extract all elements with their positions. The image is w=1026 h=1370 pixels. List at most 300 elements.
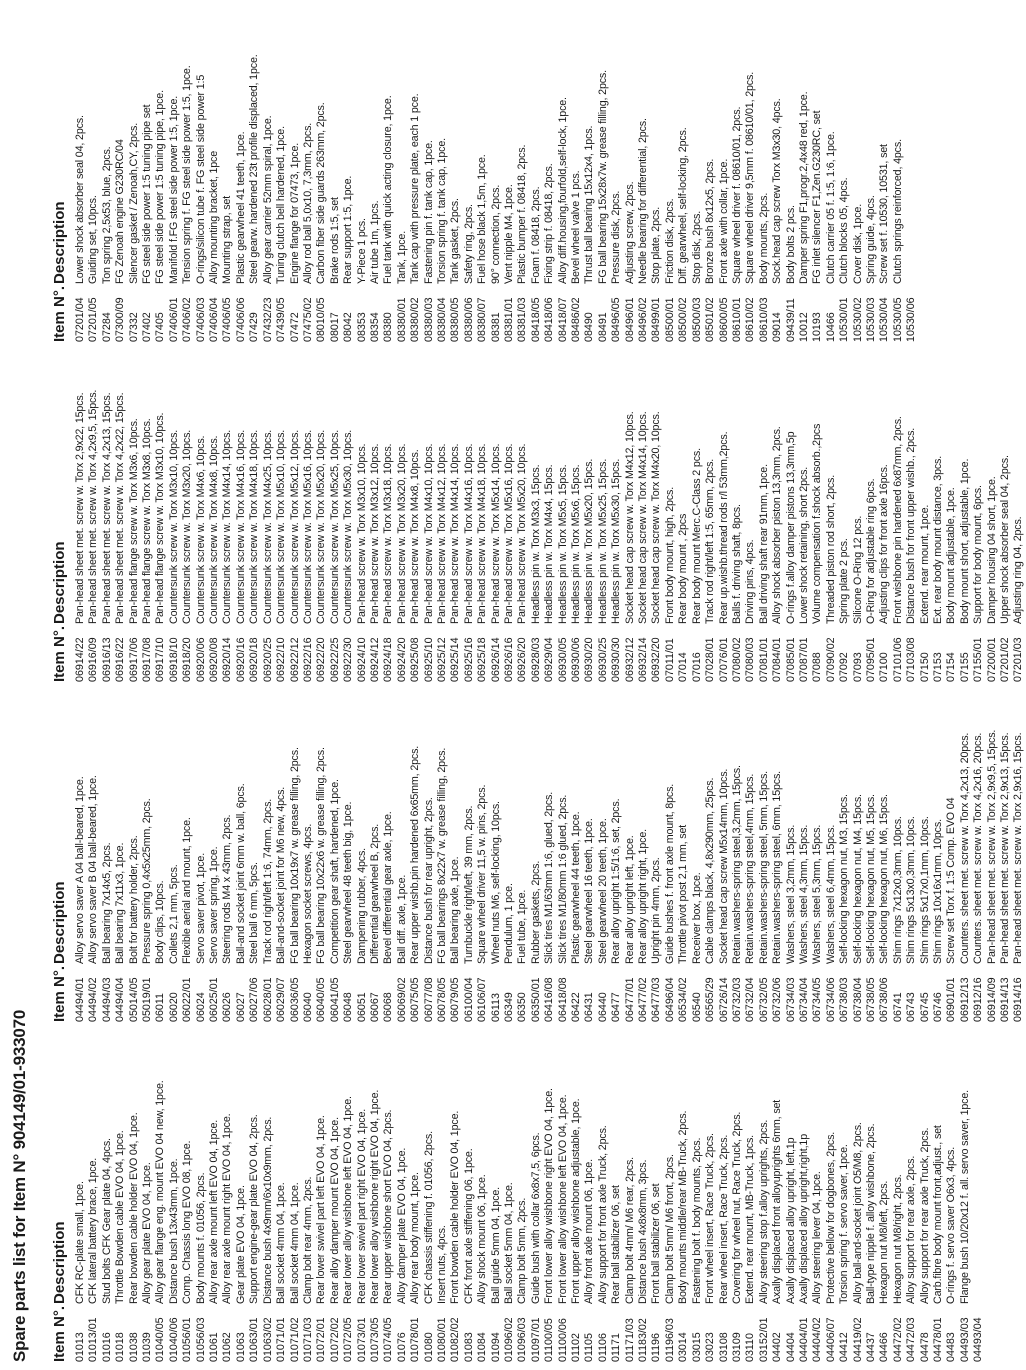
part-row <box>731 690 744 1022</box>
item-description: Pan-head screw w. Torx M4x14, 10pcs. <box>449 443 462 624</box>
part-row <box>597 10 610 342</box>
part-row <box>87 690 100 1022</box>
item-description: Body mounts middle/rear MB-Truck, 2pcs. <box>677 1110 690 1304</box>
part-row <box>154 1030 167 1362</box>
item-description: Retain.washers-spring steel,4mm, 15pcs. <box>744 773 757 964</box>
item-number: 01071/02 <box>288 1317 301 1362</box>
part-row <box>423 350 436 682</box>
part-row <box>382 10 395 342</box>
item-description: Rear bowden cable holder EVO 04, 1pce. <box>127 1112 140 1304</box>
item-number: 01106 <box>596 1333 609 1362</box>
item-number: 06036/05 <box>288 977 301 1022</box>
part-row <box>570 350 583 682</box>
item-number: 08380 <box>382 312 395 342</box>
item-number: 06743 <box>905 992 918 1022</box>
item-number: 07475/02 <box>301 297 314 342</box>
part-row <box>74 10 87 342</box>
item-number: 01100/06 <box>556 1318 569 1362</box>
item-description: Retain.washers-spring steel, 5mm, 15pcs. <box>757 771 770 964</box>
item-description: Ball-and-socket joint for M6 new, 4pcs. <box>275 786 288 964</box>
item-number: 01013 <box>74 1332 86 1362</box>
part-row <box>798 350 811 682</box>
item-description: Steel gearwheel 20 teeth, 1pce. <box>596 818 609 964</box>
item-number: 01072/01 <box>315 1317 328 1362</box>
item-description: Alloy rear body mount, 1pce. <box>409 1172 422 1304</box>
item-description: Rear lower swivel part right EVO 04, 1pce. <box>355 1108 368 1304</box>
item-description: Washers, steel 3,2mm, 15pcs. <box>784 824 797 964</box>
part-row <box>221 690 234 1022</box>
part-row <box>892 10 905 342</box>
item-number: 07092 <box>838 652 851 682</box>
part-row <box>731 1030 744 1362</box>
item-number: 06350 <box>516 992 529 1022</box>
part-row <box>731 350 744 682</box>
item-description: FG ball bearing 10x22x6 w. grease filling, 2pcs. <box>315 747 328 964</box>
part-row <box>409 1030 422 1362</box>
item-description: Headless pin w. Torx M5x25, 15pcs. <box>596 458 609 624</box>
item-number: 01080 <box>422 1332 435 1362</box>
item-number: 07200/01 <box>985 637 998 682</box>
item-number: 06418/08 <box>556 977 569 1022</box>
part-row <box>785 350 798 682</box>
item-description: Ball bearing 7x11x3, 1pce. <box>114 842 127 964</box>
item-number: 06069/02 <box>395 977 408 1022</box>
item-description: Rear lower alloy wishbone left EVO 04, 1pce. <box>342 1096 355 1304</box>
item-description: Countersunk screw w. Torx M4x14, 10pcs. <box>221 429 234 624</box>
item-number: 08010/05 <box>315 297 328 342</box>
item-description: Tank gasket, 2pcs. <box>449 198 462 284</box>
item-number: 06930/25 <box>596 637 609 682</box>
item-description: Clamp bolt 5mm/ M6 front, 2pcs. <box>663 1154 676 1304</box>
part-row <box>945 1030 958 1362</box>
item-description: Sock.head cap screw Torx M3x30, 4pcs. <box>771 98 784 284</box>
item-number: 06732/05 <box>757 977 770 1022</box>
part-row <box>865 10 878 342</box>
part-row <box>195 350 208 682</box>
part-row <box>181 1030 194 1362</box>
part-row <box>275 1030 288 1362</box>
item-number: 01105 <box>583 1333 596 1362</box>
item-description: Pendulum, 1 pce. <box>503 883 515 964</box>
item-number: 06075/05 <box>409 977 422 1022</box>
item-description: Upright pin 4mm, 2pcs. <box>650 857 663 964</box>
item-description: Body mounts f. 01056, 2pcs. <box>194 1172 207 1304</box>
item-description: Hexagon nut M8/left, 2pcs. <box>878 1180 891 1304</box>
item-description: Pan-head screw w. Torx M3x20, 10pcs. <box>395 443 408 624</box>
item-number: 01076 <box>395 1332 408 1362</box>
item-description: Servo saver spring, 1pce. <box>208 846 221 964</box>
item-description: Shim rings 5x13x0,3mm, 10pcs. <box>905 816 918 964</box>
part-row <box>423 690 436 1022</box>
item-description: Steel gearwheel 16 teeth, 1pce. <box>583 818 596 964</box>
part-row <box>302 1030 315 1362</box>
part-row <box>718 350 731 682</box>
item-description: Front ball stabilizer 06, set <box>650 1183 663 1304</box>
item-description: Front upper alloy wishbone adjustable, 1pce. <box>570 1098 583 1304</box>
part-row <box>87 10 100 342</box>
item-description: Self-locking hexagon nut, M3, 15pcs. <box>838 794 851 964</box>
column-header <box>38 1030 68 1362</box>
part-row <box>449 690 462 1022</box>
part-row <box>825 1030 838 1362</box>
item-description <box>972 1030 985 1304</box>
item-description: FG ball bearings 8x22x7 w. grease filling, 2pcs. <box>435 747 448 964</box>
item-description: Self-locking hexagon nut, M4, 15pcs. <box>851 794 864 964</box>
item-description: Rear body mount , 2pcs <box>677 513 690 624</box>
item-number: 06350/01 <box>529 977 542 1022</box>
item-number: 07406/05 <box>221 297 234 342</box>
item-number: 06917/08 <box>141 637 154 682</box>
item-description: Alloy rod ball 5,0x10, 7,3mm, 2pcs. <box>301 122 314 284</box>
item-description: Pan-head screw w. Torx M3x12, 10pcs. <box>368 443 381 624</box>
part-row <box>543 10 556 342</box>
item-description: Self-locking hexagon nut, M5, 15pcs. <box>864 794 877 964</box>
item-number: 09439/11 <box>784 298 797 342</box>
item-number: 06477/02 <box>637 977 650 1022</box>
item-description: Counters. sheet met. screw w. Torx 4,2x13, 20pcs. <box>958 732 971 964</box>
item-number: 06738/06 <box>878 977 891 1022</box>
item-number: 08500/02 <box>677 297 690 342</box>
item-description: Ball diff. axle, 1pce. <box>395 874 408 964</box>
item-description: Retain.washers-spring steel, 6mm, 15pcs. <box>771 771 784 964</box>
part-row <box>342 10 355 342</box>
item-description: Pressure disk, 2pcs. <box>610 190 623 284</box>
item-description: Alloy diff.housing,fourfold,self-lock, 1pce. <box>556 97 569 284</box>
item-number: 10012 <box>797 312 810 342</box>
item-number: 07080/02 <box>730 637 743 682</box>
part-row <box>168 1030 181 1362</box>
item-description: Guiding set, 10pcs. <box>87 195 100 284</box>
item-description: Carb.fibre body mount front,adjust., set <box>932 1125 944 1304</box>
item-number: 06920/14 <box>221 637 234 682</box>
parts-column <box>38 350 1026 682</box>
item-description: Dampening rubber, 4pcs. <box>355 848 368 964</box>
item-description: Volume compensation f.shock absorb.,2pcs <box>811 423 824 624</box>
item-description: FG steel side power 1:5 tuning pipe, 1pce. <box>154 90 167 284</box>
item-number: 06926/16 <box>503 637 515 682</box>
item-number: 07080/03 <box>744 637 757 682</box>
part-row <box>771 690 784 1022</box>
item-number: 07332 <box>127 312 140 342</box>
item-description: Rear alloy upright right, 1pce. <box>637 829 650 964</box>
item-description: Hexagon nut M8/right, 2pcs. <box>891 1174 904 1304</box>
part-row <box>650 10 663 342</box>
part-row <box>785 10 798 342</box>
item-number: 04419/02 <box>851 1317 864 1362</box>
item-description: Distance bush for rear upright, 2pcs. <box>422 797 435 964</box>
part-row <box>637 10 650 342</box>
part-row <box>959 690 972 1022</box>
item-description: Tuning clutch bell hardened, 1pce. <box>275 126 288 284</box>
part-row <box>114 350 127 682</box>
part-row <box>436 1030 449 1362</box>
part-row <box>154 690 167 1022</box>
part-row <box>262 1030 275 1362</box>
part-row <box>490 10 503 342</box>
item-number: 07155/01 <box>972 637 985 682</box>
item-description: FG inlet silencer F1,Zen.G230RC, set <box>811 110 824 284</box>
item-number: 06026 <box>221 992 234 1022</box>
item-description: Pan-head screw w. Torx M4x12, 10pcs. <box>435 443 448 624</box>
item-number: 06022/01 <box>181 977 194 1022</box>
item-description: Alloy servo saver B 04 ball-beared, 1pce. <box>87 775 100 964</box>
item-number: 01096/03 <box>516 1317 529 1362</box>
item-number: 06926/20 <box>516 637 529 682</box>
item-number: 06925/12 <box>435 637 448 682</box>
item-number: 06741 <box>891 992 904 1022</box>
item-description: Front lower alloy wishbone right EVO 04, 1pce. <box>543 1088 556 1304</box>
item-description: Clutch carrier 05 f. 1:5, 1:6, 1pce. <box>824 131 837 284</box>
item-description: Plastic bumper f. 08418, 2pcs. <box>516 144 529 284</box>
item-description: Headless pin w. Torx M5x30, 15pcs. <box>610 458 623 624</box>
part-row <box>825 350 838 682</box>
item-description: Rear lower swivel part left EVO 04, 1pce. <box>315 1115 328 1304</box>
item-description: CFK lateral battery brace, 1pce. <box>87 1157 100 1304</box>
part-row <box>852 10 865 342</box>
item-number: 01072/05 <box>342 1317 355 1362</box>
item-description: Manifold f.FG steel side power 1:5, 1pce. <box>167 95 180 284</box>
part-row <box>87 350 100 682</box>
item-description: Countersunk screw w. Torx M5x25, 10pcs. <box>328 429 341 624</box>
part-row <box>490 690 503 1022</box>
part-row <box>141 1030 154 1362</box>
item-number: 01063 <box>234 1332 247 1362</box>
item-description: Rear body mount Merc.C-Class 2 pcs. <box>690 448 703 624</box>
item-description: Track rod right/left 1:5, 65mm, 2pcs. <box>704 458 717 624</box>
item-description: Body mount short, adjustable, 1pce. <box>958 458 971 624</box>
part-row <box>262 690 275 1022</box>
part-row <box>945 690 958 1022</box>
part-row <box>758 350 771 682</box>
item-description: Alloy shock absorber piston 13,3mm, 2pcs. <box>771 426 784 624</box>
item-number: 06922/12 <box>288 637 301 682</box>
item-description: Pan-head sheet met. screw w. Torx 4,2x9,5, 15pcs. <box>87 389 100 624</box>
item-number: 06922/16 <box>301 637 314 682</box>
item-description: Stop plate, 2pcs. <box>650 206 663 284</box>
item-number: 04493/03 <box>958 1317 971 1362</box>
part-row <box>141 10 154 342</box>
part-row <box>503 350 516 682</box>
part-row <box>476 690 489 1022</box>
item-number: 06040/05 <box>315 977 328 1022</box>
item-description: Pan-head flange screw w. Torx M3x8, 10pcs. <box>141 418 154 624</box>
item-description: Fuel hose black 1,5m, 1pce. <box>476 154 489 284</box>
item-description: Alloy shock mount 06, 1pce. <box>476 1174 489 1304</box>
part-row <box>449 1030 462 1362</box>
item-description: Plastic gearwheel 44 teeth, 1pce. <box>570 811 583 964</box>
item-description: Body mounts, 2pcs. <box>757 192 770 284</box>
parts-column <box>38 690 1026 1022</box>
item-description: Alloy steering lever 04, 1pce. <box>811 1171 824 1304</box>
part-row <box>369 10 382 342</box>
item-description: Pan-head screw w. Torx M4x18, 10pcs. <box>476 443 489 624</box>
item-number: 06912/16 <box>972 977 985 1022</box>
item-description: Stud bolts CFK Gear plate 04, 4pcs. <box>100 1138 113 1304</box>
item-number: 10530/04 <box>878 297 891 342</box>
item-number: 08380/07 <box>476 297 489 342</box>
item-description: Rear alloy damper mount EVO 04, 1pce. <box>328 1117 341 1304</box>
item-number: 01100/05 <box>543 1318 556 1362</box>
item-description: Spring guide, 4pcs. <box>864 195 877 284</box>
item-description: Torsion spring f. servo saver, 1pce. <box>838 1144 851 1304</box>
item-description: Tank, 1pce. <box>395 230 408 284</box>
item-number: 04402 <box>771 1332 784 1362</box>
item-description: Ball guide 5mm 04, 1pce. <box>489 1187 502 1304</box>
part-row <box>677 10 690 342</box>
part-row <box>302 10 315 342</box>
item-number: 06028/01 <box>261 977 274 1022</box>
item-number: 07201/04 <box>74 297 86 342</box>
item-number: 06916/09 <box>87 637 100 682</box>
part-row <box>905 690 918 1022</box>
part-row <box>852 350 865 682</box>
part-row <box>208 1030 221 1362</box>
item-description: Front wishbone pin hardened 6x87mm, 2pcs. <box>891 416 904 624</box>
item-number: 01056/01 <box>181 1317 194 1362</box>
item-number: 06477 <box>610 992 623 1022</box>
item-number: 06416/08 <box>543 977 556 1022</box>
item-description: Bevel wheel valve 1 pcs. <box>570 170 583 284</box>
item-number: 06477/03 <box>650 977 663 1022</box>
part-row <box>986 690 999 1022</box>
part-row <box>195 10 208 342</box>
item-description: Pan-head sheet met. screw w. Torx 4,2x13, 15pcs. <box>100 392 113 624</box>
part-row <box>744 690 757 1022</box>
item-number: 01013/01 <box>87 1317 100 1362</box>
item-description: CFK front axle stiffening 06, 1pce. <box>462 1148 475 1304</box>
part-row <box>181 690 194 1022</box>
item-description: Guide bush with collar 6x8x7,5, 6pcs. <box>529 1132 542 1304</box>
item-number: 08017 <box>328 312 341 342</box>
item-description: Alloy gear carrier 52mm spiral, 1pce. <box>261 115 274 284</box>
item-description: Alloy front axle mount 06, 1pce. <box>583 1159 596 1304</box>
item-description: Headless pin w. Torx M5x5, 15pcs. <box>556 464 569 624</box>
part-row <box>463 350 476 682</box>
part-row <box>798 1030 811 1362</box>
item-description: Square wheel driver 9,5mm f. 08610/01, 2pcs. <box>744 71 757 284</box>
item-description: Front axle with collar, 1pce. <box>717 158 730 284</box>
item-number: 07406/02 <box>181 297 194 342</box>
item-description: Damper housing 04 short, 1pce. <box>985 476 998 624</box>
part-row <box>382 690 395 1022</box>
item-number: 04412 <box>838 1332 851 1362</box>
item-number: 07087/01 <box>797 637 810 682</box>
part-row <box>785 690 798 1022</box>
item-description: Safety ring, 2pcs. <box>462 204 475 284</box>
item-number: 03023 <box>704 1332 717 1362</box>
item-number: 01063/01 <box>248 1317 261 1362</box>
item-description: Tank cap with pressure plate, each 1 pce. <box>409 93 422 284</box>
item-description: Alloy support for rear axle, 2pcs. <box>905 1155 918 1304</box>
item-number: 06914/22 <box>74 637 86 682</box>
item-number: 06926/14 <box>489 637 502 682</box>
item-number: 01074/05 <box>382 1317 395 1362</box>
item-number: 06925/08 <box>409 637 422 682</box>
item-number: 01097/01 <box>529 1317 542 1362</box>
item-number: 07432/23 <box>261 297 274 342</box>
item-description: Alloy servo saver A 04 ball-beared, 1pce. <box>74 776 86 964</box>
item-description: Headless pin w. Torx M5x6, 15pcs. <box>570 464 583 624</box>
item-number: 07154 <box>945 652 958 682</box>
item-number: 04404/02 <box>811 1317 824 1362</box>
item-description: Distance bush 13x43mm, 1pce. <box>167 1158 180 1304</box>
item-number: 10193 <box>811 312 824 342</box>
item-number: 07406/06 <box>234 297 247 342</box>
part-row <box>945 350 958 682</box>
part-row <box>114 1030 127 1362</box>
item-number: 06918/10 <box>167 637 180 682</box>
item-description: Ball socket 4mm 04, 1pce. <box>275 1182 288 1304</box>
item-number: 06732/03 <box>730 977 743 1022</box>
item-description: Guide bushes f. front axle mount, 8pcs. <box>663 783 676 964</box>
item-number: 06920/06 <box>194 637 207 682</box>
part-row <box>382 1030 395 1362</box>
part-row <box>503 10 516 342</box>
item-description: Flange bush 10/20x12 f. all. servo saver, 1pce. <box>958 1090 971 1304</box>
item-number: 06496/04 <box>663 977 676 1022</box>
part-row <box>503 1030 516 1362</box>
part-row <box>315 1030 328 1362</box>
item-number: 07028/01 <box>704 637 717 682</box>
header-description: Description <box>51 201 68 284</box>
header-item-number: Item N°. <box>51 625 68 682</box>
item-description: Countersunk screw w. Torx M5x16, 10pcs. <box>301 429 314 624</box>
part-row <box>959 350 972 682</box>
item-description: Shim rings 10x16x1mm, 10pcs. <box>932 819 944 964</box>
item-description: Body bolts 2 pcs. <box>784 205 797 284</box>
item-number: 08380/03 <box>422 297 435 342</box>
part-row <box>1012 350 1025 682</box>
part-row <box>74 1030 87 1362</box>
part-row <box>87 1030 100 1362</box>
part-row <box>811 10 824 342</box>
item-number: 06745 <box>918 992 931 1022</box>
item-description: O-rings/silicon tube f. FG steel side power 1:5 <box>194 74 207 284</box>
item-number: 03108 <box>717 1332 730 1362</box>
item-number: 06925/18 <box>476 637 489 682</box>
item-number: 01040/05 <box>154 1317 167 1362</box>
item-number: 07014 <box>677 652 690 682</box>
item-number: 06011 <box>154 993 167 1022</box>
item-description: Shim rings 5x17x0,1mm, 10pcs. <box>918 816 931 964</box>
item-number: 04472/02 <box>891 1317 904 1362</box>
item-number: 06349 <box>503 992 515 1022</box>
part-row <box>664 1030 677 1362</box>
item-description: Adjusting ring 04, 2pcs. <box>1012 516 1025 624</box>
item-number: 07150 <box>918 652 931 682</box>
part-row <box>959 1030 972 1362</box>
item-number: 07429 <box>248 312 261 342</box>
part-row <box>905 350 918 682</box>
item-number: 08381 <box>489 312 502 342</box>
item-number: 07153 <box>932 652 944 682</box>
part-row <box>235 350 248 682</box>
part-row <box>838 1030 851 1362</box>
item-description: Pan-head screw w. Torx M5x20, 10pcs. <box>516 443 529 624</box>
part-row <box>624 1030 637 1362</box>
item-description: Alloy damper plate EVO 04, 1pce. <box>395 1147 408 1304</box>
part-row <box>583 690 596 1022</box>
item-number: 04437 <box>864 1332 877 1362</box>
item-number: 04494/04 <box>114 977 127 1022</box>
part-row <box>771 1030 784 1362</box>
part-row <box>570 1030 583 1362</box>
item-description: Fuel tank with quick acting closure, 1pce. <box>382 95 395 284</box>
item-number: 07081/01 <box>757 637 770 682</box>
item-number: 06100/04 <box>462 977 475 1022</box>
item-description: Square wheel driver f. 08610/01, 2pcs. <box>730 106 743 284</box>
item-description: Insert nuts, 4pcs. <box>435 1225 448 1304</box>
